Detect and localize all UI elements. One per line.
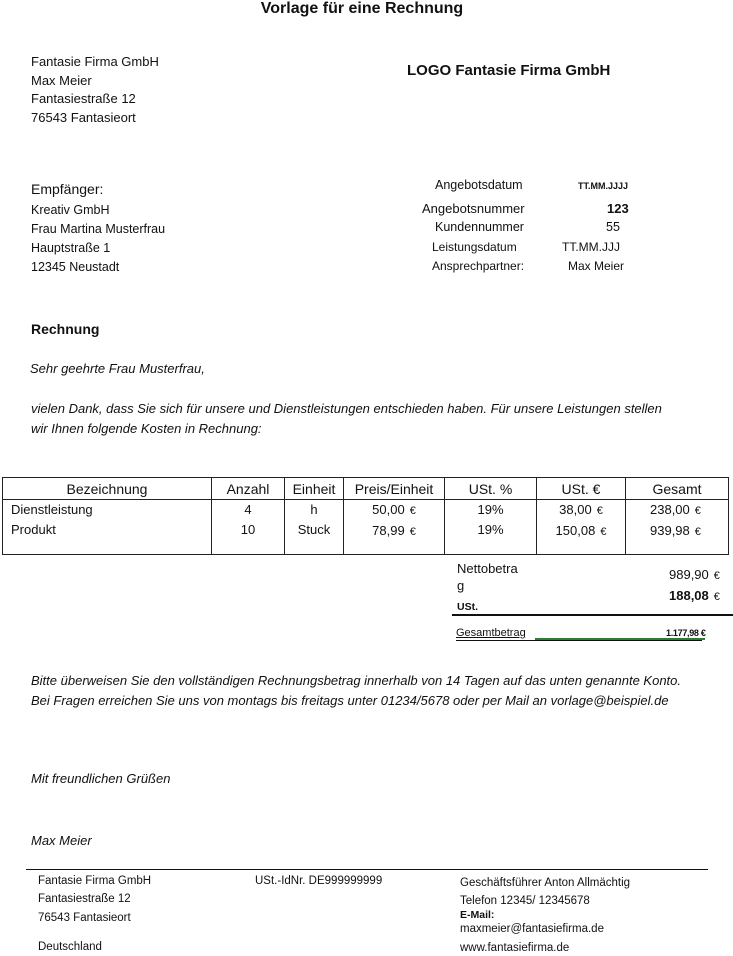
kundennummer-label: Kundennummer <box>435 220 524 234</box>
header-einheit: Einheit <box>285 478 344 500</box>
footer-web[interactable]: www.fantasiefirma.de <box>460 942 570 954</box>
angebotsdatum-value: TT.MM.JJJJ <box>578 181 629 191</box>
leistungsdatum-value: TT.MM.JJJ <box>562 240 620 254</box>
angebotsnummer-value: 123 <box>607 201 629 216</box>
salutation: Sehr geehrte Frau Musterfrau, <box>30 361 205 376</box>
row-1-preis: 50,00 <box>372 502 405 517</box>
row-2-ust-eur: 150,08 <box>555 523 596 538</box>
recipient-heading: Empfänger: <box>31 181 104 197</box>
recipient-company: Kreativ GmbH <box>31 203 110 217</box>
recipient-contact: Frau Martina Musterfrau <box>31 222 166 236</box>
invoice-items-table <box>2 477 729 555</box>
sender-company: Fantasie Firma GmbH <box>31 54 159 69</box>
footer-company: Fantasie Firma GmbH <box>38 875 152 887</box>
header-anzahl: Anzahl <box>212 478 285 500</box>
row-2-gesamt: 939,98 <box>650 523 690 538</box>
payment-note: Bitte überweisen Sie den vollständigen Rechnungsbetrag innerhalb von 14 Tagen auf das unten genannte Konto. Bei Fragen erreichen Sie uns von montags bis freitags unter 01234/5678 oder per Mail an vorlage@beispiel.de <box>31 673 681 708</box>
ansprechpartner-value: Max Meier <box>568 259 625 273</box>
row-1-bezeichnung: Dienstleistung <box>11 502 93 517</box>
recipient-street: Hauptstraße 1 <box>31 241 111 255</box>
sender-street: Fantasiestraße 12 <box>31 91 136 106</box>
ust-total-value: 188,08 <box>669 588 709 603</box>
footer-country: Deutschland <box>38 941 102 953</box>
row-1-ust-pct: 19% <box>477 502 504 517</box>
row-1-preis-currency: € <box>409 505 416 517</box>
row-2-ust-pct: 19% <box>477 522 504 537</box>
header-ust-eur: USt. € <box>537 478 626 500</box>
leistungsdatum-label: Leistungsdatum <box>432 240 517 254</box>
footer-email[interactable]: maxmeier@fantasiefirma.de <box>460 923 604 935</box>
footer-managing-director: Geschäftsführer Anton Allmächtig <box>460 877 631 889</box>
row-2-bezeichnung: Produkt <box>11 522 56 537</box>
document-title: Vorlage für eine Rechnung <box>260 0 464 17</box>
signature: Max Meier <box>31 833 92 848</box>
invoice-subject: Rechnung <box>31 321 100 337</box>
row-1-ust-currency: € <box>596 505 603 517</box>
footer-city: 76543 Fantasieort <box>38 912 131 924</box>
recipient-address <box>31 201 165 277</box>
ansprechpartner-label: Ansprechpartner: <box>432 259 525 273</box>
row-1-gesamt-currency: € <box>694 505 701 517</box>
row-1-einheit: h <box>310 502 318 517</box>
header-bezeichnung: Bezeichnung <box>3 478 212 500</box>
row-1-anzahl: 4 <box>244 502 252 517</box>
netto-label-wrap: g <box>457 578 465 593</box>
row-2-preis: 78,99 <box>372 523 405 538</box>
header-ust-pct: USt. % <box>445 478 537 500</box>
row-1-ust-eur: 38,00 <box>559 502 592 517</box>
table-row <box>3 500 729 555</box>
recipient-city: 12345 Neustadt <box>31 260 120 274</box>
gesamt-value: 1.177,98 € <box>666 628 706 638</box>
angebotsnummer-label: Angebotsnummer <box>422 201 525 216</box>
ust-total-currency: € <box>713 591 720 603</box>
closing: Mit freundlichen Grüßen <box>31 771 171 786</box>
footer-email-label: E-Mail: <box>460 909 495 921</box>
gesamt-green-underline <box>535 638 705 640</box>
header-gesamt: Gesamt <box>626 478 729 500</box>
table-header-row <box>3 478 729 500</box>
totals-divider <box>452 614 733 616</box>
row-1-gesamt: 238,00 <box>650 502 690 517</box>
kundennummer-value: 55 <box>606 220 620 234</box>
sender-name: Max Meier <box>31 72 92 88</box>
footer-street: Fantasiestraße 12 <box>38 893 131 905</box>
row-2-gesamt-currency: € <box>694 526 701 538</box>
row-2-anzahl: 10 <box>240 522 256 537</box>
footer-phone: Telefon 12345/ 12345678 <box>460 895 590 907</box>
sender-address <box>31 53 159 127</box>
gesamt-label: Gesamtbetrag <box>456 627 526 639</box>
footer-divider <box>26 869 708 870</box>
gesamt-underline <box>456 640 702 641</box>
netto-currency: € <box>713 570 720 582</box>
header-preis: Preis/Einheit <box>344 478 445 500</box>
row-2-ust-currency: € <box>600 526 607 538</box>
netto-label: Nettobetra <box>457 561 518 576</box>
sender-city: 76543 Fantasieort <box>31 109 136 125</box>
angebotsdatum-label: Angebotsdatum <box>435 178 523 192</box>
intro-text: vielen Dank, dass Sie sich für unsere und Dienstleistungen entschieden haben. Für unsere Leistungen stellen wir Ihnen folgende Kosten in Rechnung: <box>31 401 662 436</box>
row-2-einheit: Stuck <box>297 522 331 537</box>
row-2-preis-currency: € <box>409 526 416 538</box>
ust-total-label: USt. <box>457 601 478 613</box>
netto-value: 989,90 <box>669 567 709 582</box>
footer-vat-id: USt.-IdNr. DE999999999 <box>255 875 383 887</box>
company-logo: LOGO Fantasie Firma GmbH <box>407 62 611 79</box>
